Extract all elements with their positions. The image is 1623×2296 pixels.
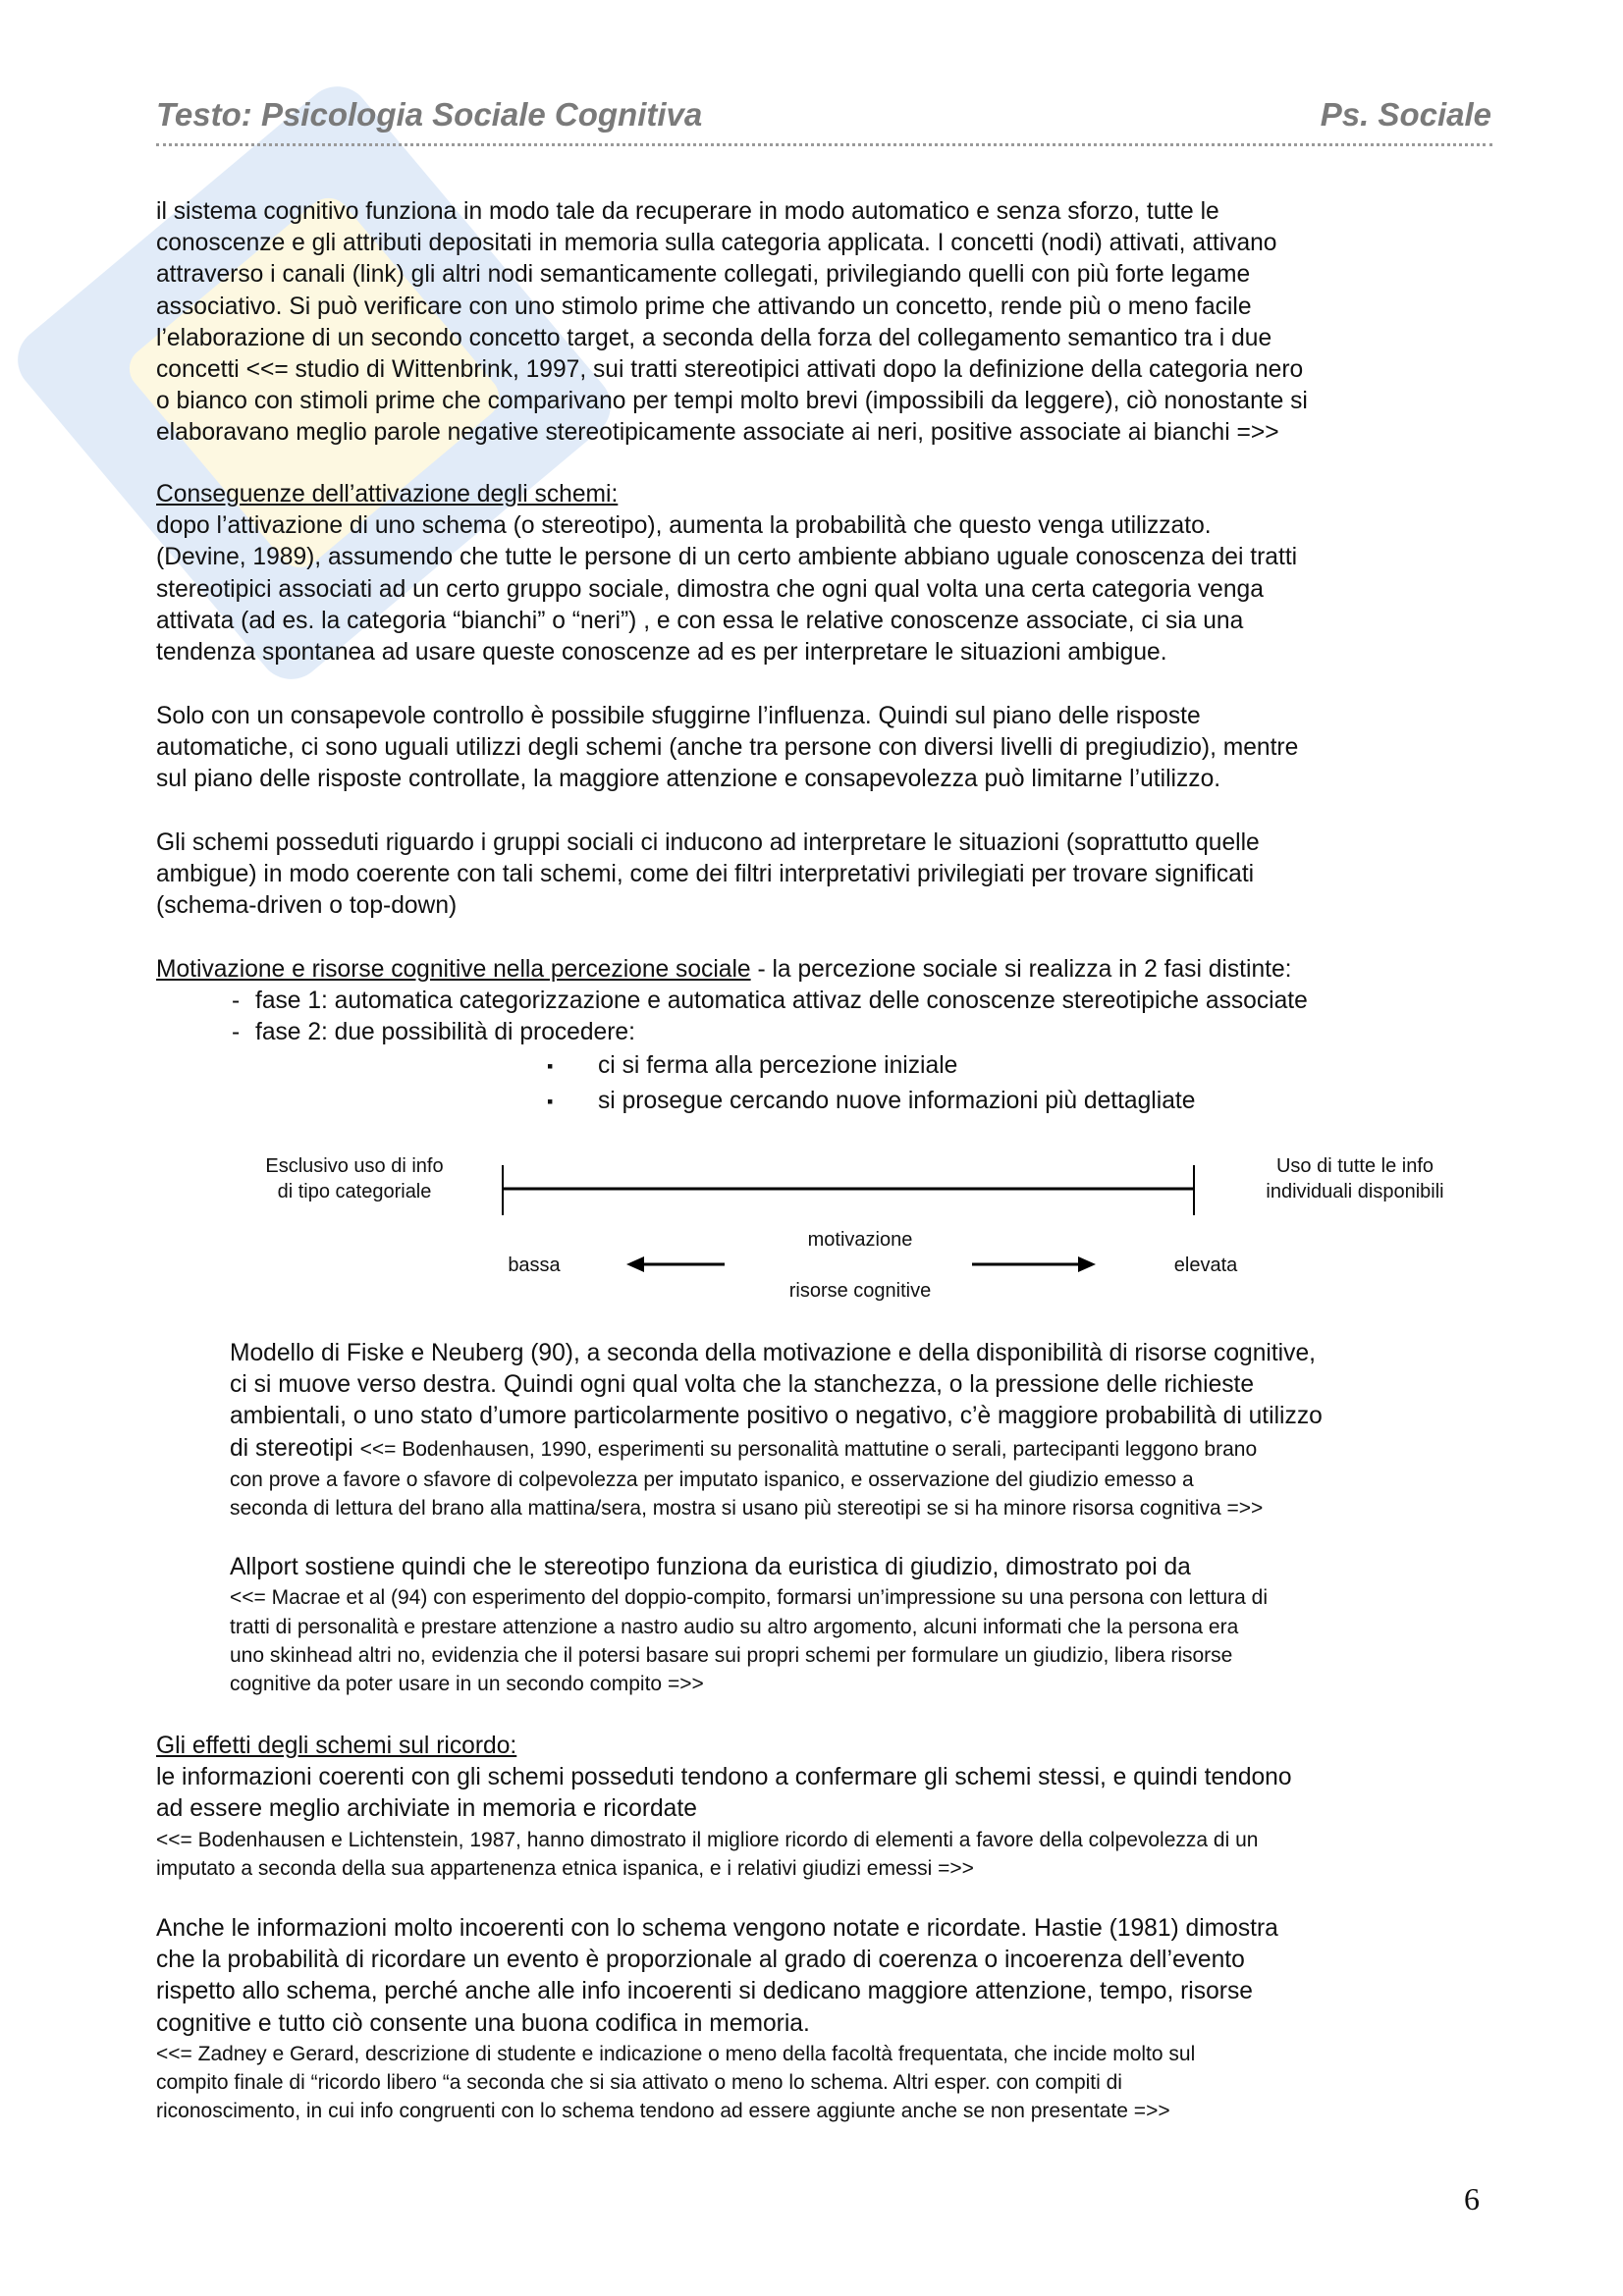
diagram-motivation-label: motivazione bbox=[807, 1229, 913, 1251]
study-note-line: con prove a favore o sfavore di colpevolezza per imputato ispanico, e osservazione del giudizio emesso a bbox=[230, 1468, 1194, 1491]
section-heading: Motivazione e risorse cognitive nella percezione sociale bbox=[156, 956, 751, 983]
text-line: elaboravano meglio parole negative stereotipicamente associate ai neri, positive associate ai bianchi =>> bbox=[156, 419, 1279, 447]
text-line: automatiche, ci sono uguali utilizzi degli schemi (anche tra persone con diversi livelli di pregiudizio), mentre bbox=[156, 734, 1299, 762]
text-line: il sistema cognitivo funziona in modo tale da recuperare in modo automatico e senza sforzo, tutte le bbox=[156, 198, 1219, 225]
diagram-high-label: elevata bbox=[1173, 1255, 1238, 1276]
text-line: stereotipici associati ad un certo gruppo sociale, dimostra che ogni qual volta una certa categoria venga bbox=[156, 575, 1264, 603]
text-segment: di stereotipi bbox=[230, 1434, 360, 1462]
arrow-left-icon bbox=[626, 1256, 725, 1272]
arrow-right-icon bbox=[972, 1256, 1096, 1272]
text-line: - la percezione sociale si realizza in 2 fasi distinte: bbox=[750, 956, 1292, 983]
study-note-line: compito finale di “ricordo libero “a seconda che si sia attivato o meno lo schema. Altri esper. con compiti di bbox=[156, 2071, 1122, 2095]
study-note-line: tratti di personalità e prestare attenzione a nastro audio su altro argomento, alcuni informati che la persona era bbox=[230, 1615, 1239, 1638]
diagram-right-label: Uso di tutte le info bbox=[1275, 1155, 1434, 1177]
document-title: Testo: Psicologia Sociale Cognitiva bbox=[156, 96, 703, 133]
text-line: associativo. Si può verificare con uno stimolo prime che attivando un concetto, rende più o meno facile bbox=[156, 293, 1252, 320]
list-item: si prosegue cercando nuove informazioni più dettagliate bbox=[598, 1088, 1196, 1114]
paragraph-fiske-neuberg bbox=[230, 1338, 1565, 1522]
study-note-line: uno skinhead altri no, evidenzia che il potersi basare sui propri schemi per formulare un giudizio, libera risorse bbox=[230, 1643, 1233, 1667]
page-number: 6 bbox=[1464, 2181, 1480, 2216]
dash-marker: - bbox=[232, 988, 241, 1014]
text-line: sul piano delle risposte controllate, la maggiore attenzione e consapevolezza può limitarne l’utilizzo. bbox=[156, 766, 1221, 793]
diagram-left-label: di tipo categoriale bbox=[277, 1181, 432, 1202]
text-line: conoscenze e gli attributi depositati in memoria sulla categoria applicata. I concetti (nodi) attivati, attivano bbox=[156, 230, 1277, 257]
text-line: ci si muove verso destra. Quindi ogni qual volta che la stanchezza, o la pressione delle richieste bbox=[230, 1371, 1255, 1399]
text-line: l’elaborazione di un secondo concetto target, a seconda della forza del collegamento semantico tra i due bbox=[156, 324, 1272, 351]
study-note-line: <<= Zadney e Gerard, descrizione di studente e indicazione o meno della facoltà frequentata, che incide molto sul bbox=[156, 2042, 1196, 2065]
text-line: Allport sostiene quindi che le stereotipo funziona da euristica di giudizio, dimostrato poi da bbox=[230, 1554, 1191, 1580]
text-line: ad essere meglio archiviate in memoria e ricordate bbox=[156, 1795, 697, 1823]
study-note-line: <<= Bodenhausen e Lichtenstein, 1987, hanno dimostrato il migliore ricordo di elementi a favore della colpevolezza di un bbox=[156, 1828, 1259, 1851]
text-line: Anche le informazioni molto incoerenti con lo schema vengono notate e ricordate. Hastie (1981) dimostra bbox=[156, 1915, 1278, 1942]
text-line: che la probabilità di ricordare un evento è proporzionale al grado di coerenza o incoerenza dell’evento bbox=[156, 1947, 1245, 1974]
text-line: ambientali, o uno stato d’umore particolarmente positivo o negativo, c’è maggiore probabilità di utilizzo bbox=[230, 1403, 1323, 1430]
text-line: ambigue) in modo coerente con tali schemi, come dei filtri interpretativi privilegiati per trovare significati bbox=[156, 861, 1255, 888]
text-line: cognitive e tutto ciò consente una buona codifica in memoria. bbox=[156, 2009, 810, 2037]
text-line: Modello di Fiske e Neuberg (90), a seconda della motivazione e della disponibilità di risorse cognitive, bbox=[230, 1340, 1316, 1366]
study-note-line: cognitive da poter usare in un secondo compito =>> bbox=[230, 1673, 704, 1696]
list-item: fase 2: due possibilità di procedere: bbox=[255, 1019, 635, 1045]
text-line: Solo con un consapevole controllo è possibile sfuggirne l’influenza. Quindi sul piano delle risposte bbox=[156, 703, 1201, 729]
bullet-marker: ▪ bbox=[547, 1092, 554, 1111]
diagram-right-label: individuali disponibili bbox=[1266, 1181, 1444, 1202]
text-line: dopo l’attivazione di uno schema (o stereotipo), aumenta la probabilità che questo venga utilizzato. bbox=[156, 512, 1212, 540]
list-item: ci si ferma alla percezione iniziale bbox=[598, 1052, 958, 1079]
dash-marker: - bbox=[232, 1019, 241, 1045]
text-line: rispetto allo schema, perché anche alle info incoerenti si dedicano maggiore attenzione, tempo, risorse bbox=[156, 1978, 1253, 2005]
study-note: <<= Bodenhausen, 1990, esperimenti su personalità mattutine o serali, partecipanti leggono brano bbox=[359, 1437, 1258, 1461]
section-heading: Conseguenze dell’attivazione degli schemi: bbox=[156, 481, 619, 507]
section-memory-effects bbox=[156, 1731, 1491, 1883]
diagram-low-label: bassa bbox=[508, 1255, 561, 1276]
list-item: fase 1: automatica categorizzazione e automatica attivaz delle conoscenze stereotipiche associate bbox=[255, 988, 1308, 1014]
diagram-resources-label: risorse cognitive bbox=[788, 1280, 932, 1302]
document-subject: Ps. Sociale bbox=[1320, 96, 1491, 133]
text-line: (Devine, 1989), assumendo che tutte le persone di un certo ambiente abbiano uguale conoscenza dei tratti bbox=[156, 544, 1298, 571]
text-line: attraverso i canali (link) gli altri nodi semanticamente collegati, privilegiando quelli con più forte legame bbox=[156, 261, 1251, 289]
diagram-left-label: Esclusivo uso di info bbox=[265, 1155, 444, 1177]
text-line: tendenza spontanea ad usare queste conoscenze ad es per interpretare le situazioni ambigue. bbox=[156, 639, 1167, 667]
text-line: (schema-driven o top-down) bbox=[156, 892, 458, 920]
paragraph-allport bbox=[230, 1552, 1565, 1698]
text-line bbox=[230, 1433, 1565, 1466]
paragraph-incoherent-info bbox=[156, 1913, 1491, 2126]
text-line: le informazioni coerenti con gli schemi posseduti tendono a confermare gli schemi stessi, e quindi tendono bbox=[156, 1764, 1292, 1791]
study-note-line: imputato a seconda della sua appartenenza etnica ispanica, e i relativi giudizi emessi =>> bbox=[156, 1856, 974, 1880]
study-note-line: seconda di lettura del brano alla mattina/sera, mostra si usano più stereotipi se si ha minore risorsa cognitiva =>> bbox=[230, 1497, 1264, 1521]
text-line: attivata (ad es. la categoria “bianchi” o “neri”) , e con essa le relative conoscenze associate, ci sia una bbox=[156, 607, 1244, 634]
text-line: concetti <<= studio di Wittenbrink, 1997, sui tratti stereotipici attivati dopo la definizione della categoria nero bbox=[156, 356, 1304, 384]
section-heading: Gli effetti degli schemi sul ricordo: bbox=[156, 1733, 517, 1759]
text-line: Gli schemi posseduti riguardo i gruppi sociali ci inducono ad interpretare le situazioni (soprattutto quelle bbox=[156, 829, 1260, 856]
bullet-marker: ▪ bbox=[547, 1056, 554, 1076]
study-note-line: riconoscimento, in cui info congruenti con lo schema tendono ad essere aggiunte anche se non presentate =>> bbox=[156, 2100, 1170, 2123]
study-note-line: <<= Macrae et al (94) con esperimento del doppio-compito, formarsi un’impressione su una persona con lettura di bbox=[230, 1586, 1268, 1610]
text-line: o bianco con stimoli prime che comparivano per tempi molto brevi (impossibili da leggere), ciò nonostante si bbox=[156, 388, 1308, 415]
